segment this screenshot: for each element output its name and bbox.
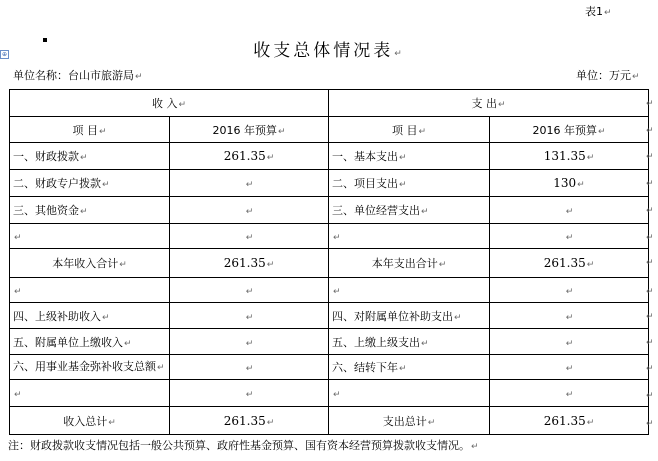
row-end-mark: ↵ [646, 287, 654, 297]
paragraph-mark: ↵ [333, 286, 341, 297]
cell-text: 261.35 [223, 256, 266, 270]
paragraph-mark: ↵ [245, 287, 254, 297]
table-row [10, 224, 649, 249]
expense-budget-cell [490, 355, 649, 380]
table-row [10, 407, 649, 435]
expense-budget-cell [490, 170, 649, 197]
paragraph-mark: ↵ [266, 153, 275, 163]
unit-label: 单位：万元↵ [576, 69, 640, 82]
paragraph-mark: ↵ [577, 180, 585, 190]
expense-item-cell [329, 224, 490, 249]
cell-text: 五、上缴上级支出 [332, 335, 420, 349]
table-row [10, 303, 649, 329]
row-end-mark: ↵ [646, 152, 654, 162]
paragraph-mark: ↵ [333, 389, 341, 400]
cell-text: 本年支出合计 [371, 257, 438, 270]
table-row [10, 143, 649, 170]
cell-text: 三、单位经营支出 [332, 204, 420, 217]
paragraph-mark: ↵ [399, 180, 407, 190]
income-item-cell [10, 249, 170, 278]
expense-item-cell [329, 170, 490, 197]
income-budget-cell [170, 380, 329, 407]
unit-name: 单位名称：台山市旅游局↵ [13, 69, 143, 82]
income-budget-cell [170, 407, 329, 435]
table-row [10, 197, 649, 224]
budget-table [9, 89, 649, 435]
row-end-mark: ↵ [646, 312, 654, 322]
expense-item-cell [329, 143, 490, 170]
income-item-header: 项 目↵ [10, 117, 170, 143]
cell-text: 二、项目支出 [332, 177, 398, 190]
paragraph-mark: ↵ [565, 207, 574, 217]
row-end-mark: ↵ [646, 338, 654, 348]
expense-budget-cell [490, 224, 649, 249]
table-row [10, 380, 649, 407]
paragraph-mark: ↵ [421, 207, 429, 217]
expense-budget-cell [490, 329, 649, 355]
paragraph-mark: ↵ [14, 286, 22, 297]
expense-item-cell [329, 380, 490, 407]
income-budget-cell [170, 224, 329, 249]
paragraph-mark: ↵ [421, 338, 429, 349]
expense-item-header: 项 目↵ [329, 117, 490, 143]
table-number: 表1↵ [585, 5, 612, 18]
column-header-row [10, 117, 649, 143]
paragraph-mark: ↵ [399, 364, 407, 374]
paragraph-mark: ↵ [245, 364, 254, 374]
cell-text: 四、上级补助收入 [13, 309, 101, 323]
table-row [10, 170, 649, 197]
cell-text: 收入总计 [63, 414, 108, 428]
row-end-mark: ↵ [646, 99, 654, 109]
cell-text: 261.35 [543, 256, 586, 270]
section-header-row [10, 90, 649, 117]
paragraph-mark: ↵ [245, 338, 254, 349]
expense-budget-header: 2016 年预算↵ [490, 117, 649, 143]
expense-header: 支 出↵ [329, 90, 649, 117]
cell-text: 一、基本支出 [332, 150, 398, 163]
income-item-cell [10, 224, 170, 249]
row-end-mark: ↵ [646, 258, 654, 268]
expense-budget-cell [490, 249, 649, 278]
paragraph-mark: ↵ [565, 390, 574, 400]
paragraph-mark: ↵ [245, 312, 254, 323]
paragraph-mark: ↵ [102, 180, 110, 190]
paragraph-mark: ↵ [454, 312, 462, 323]
cell-text: 本年收入合计 [52, 257, 119, 270]
row-end-mark: ↵ [646, 206, 654, 216]
paragraph-mark: ↵ [119, 260, 127, 270]
table-row [10, 329, 649, 355]
paragraph-mark: ↵ [124, 338, 132, 349]
income-item-cell [10, 380, 170, 407]
paragraph-mark: ↵ [399, 153, 407, 163]
table-row [10, 249, 649, 278]
page-title: 收支总体情况表↵ [253, 41, 405, 61]
cell-text: 五、附属单位上缴收入 [13, 335, 123, 349]
cell-text: 261.35 [223, 149, 266, 163]
cell-text: 一、财政拨款 [13, 150, 79, 163]
cell-text: 130 [553, 176, 577, 190]
income-item-cell [10, 278, 170, 303]
income-header: 收 入↵ [10, 90, 329, 117]
paragraph-mark: ↵ [586, 417, 595, 428]
expense-item-cell [329, 197, 490, 224]
income-budget-cell [170, 278, 329, 303]
paragraph-mark: ↵ [245, 180, 254, 190]
paragraph-mark: ↵ [80, 153, 88, 163]
cell-text: 六、结转下年 [332, 361, 398, 374]
paragraph-mark: ↵ [427, 417, 436, 428]
paragraph-mark: ↵ [157, 362, 165, 373]
paragraph-mark: ↵ [245, 207, 254, 217]
cell-text: 六、用事业基金弥补收支总额 [13, 359, 156, 373]
expense-item-cell [329, 329, 490, 355]
paragraph-mark: ↵ [586, 153, 595, 163]
income-item-cell [10, 143, 170, 170]
row-end-mark: ↵ [646, 391, 654, 401]
row-end-mark: ↵ [646, 233, 654, 243]
cell-text: 二、财政专户拨款 [13, 177, 101, 190]
expense-item-cell [329, 278, 490, 303]
paragraph-mark: ↵ [14, 389, 22, 400]
cell-text: 131.35 [543, 149, 586, 163]
income-budget-header: 2016 年预算↵ [170, 117, 329, 143]
income-item-cell [10, 197, 170, 224]
expense-budget-cell [490, 278, 649, 303]
paragraph-mark: ↵ [245, 390, 254, 400]
cell-text: 261.35 [543, 413, 586, 428]
row-end-mark: ↵ [646, 179, 654, 189]
cell-text: 四、对附属单位补助支出 [332, 309, 453, 323]
paragraph-mark: ↵ [565, 287, 574, 297]
paragraph-mark: ↵ [565, 338, 574, 349]
row-end-mark: ↵ [646, 419, 654, 429]
paragraph-mark: ↵ [565, 312, 574, 323]
income-item-cell [10, 355, 170, 380]
income-item-cell [10, 303, 170, 329]
expense-budget-cell [490, 407, 649, 435]
income-item-cell [10, 329, 170, 355]
footnote: 注：财政拨款收支情况包括一般公共预算、政府性基金预算、国有资本经营预算拨款收支情况。↵ [8, 439, 479, 452]
expense-item-cell [329, 355, 490, 380]
paragraph-mark: ↵ [266, 417, 275, 428]
paragraph-mark: ↵ [333, 232, 341, 243]
paragraph-mark: ↵ [586, 260, 595, 270]
expense-budget-cell [490, 303, 649, 329]
paragraph-mark: ↵ [438, 260, 447, 270]
cell-text: 261.35 [223, 413, 266, 428]
income-budget-cell [170, 329, 329, 355]
cell-text: 三、其他资金 [13, 204, 79, 217]
row-end-mark: ↵ [646, 364, 654, 374]
income-item-cell [10, 170, 170, 197]
paragraph-mark: ↵ [565, 364, 574, 374]
paragraph-mark: ↵ [80, 207, 88, 217]
paragraph-mark: ↵ [102, 312, 110, 323]
paragraph-mark: ↵ [565, 233, 574, 243]
expense-item-cell [329, 407, 490, 435]
expense-item-cell [329, 303, 490, 329]
income-item-cell [10, 407, 170, 435]
paragraph-mark: ↵ [14, 232, 22, 243]
row-end-mark: ↵ [646, 126, 654, 136]
income-budget-cell [170, 303, 329, 329]
cell-text: 支出总计 [382, 414, 427, 428]
expense-budget-cell [490, 380, 649, 407]
expense-item-cell [329, 249, 490, 278]
expense-budget-cell [490, 143, 649, 170]
income-budget-cell [170, 170, 329, 197]
table-row [10, 278, 649, 303]
paragraph-mark: ↵ [266, 260, 275, 270]
income-budget-cell [170, 249, 329, 278]
expense-budget-cell [490, 197, 649, 224]
income-budget-cell [170, 143, 329, 170]
table-row [10, 355, 649, 380]
paragraph-mark: ↵ [108, 417, 116, 428]
income-budget-cell [170, 355, 329, 380]
table-anchor-icon[interactable]: ⊕ [1, 51, 8, 58]
paragraph-mark: ↵ [245, 233, 254, 243]
income-budget-cell [170, 197, 329, 224]
